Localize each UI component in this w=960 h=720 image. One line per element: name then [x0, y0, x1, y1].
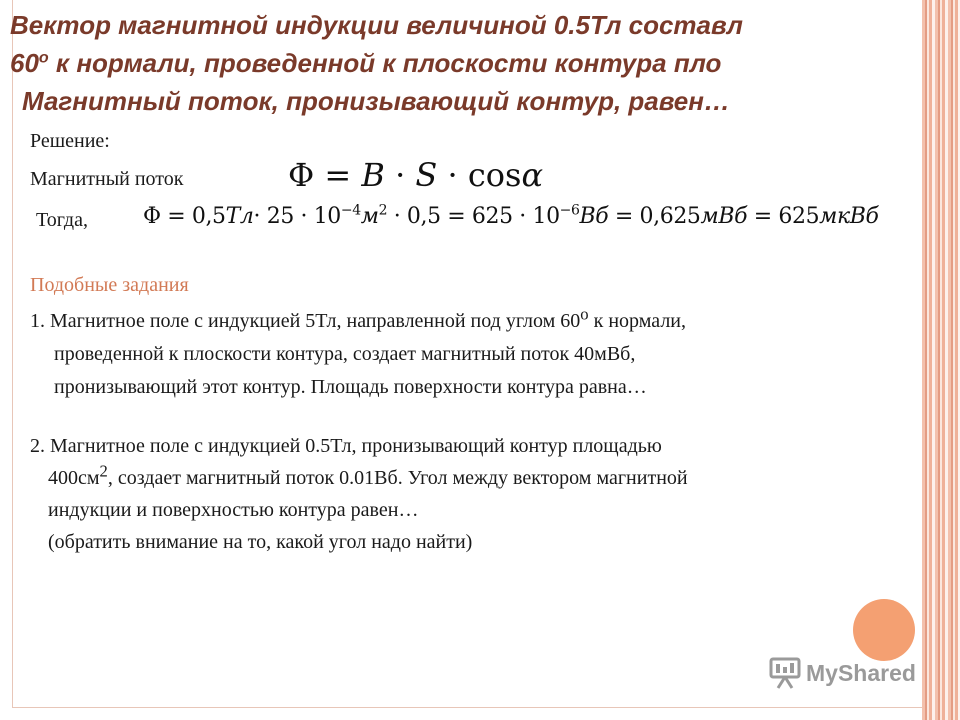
then-label: Тогда,: [36, 209, 88, 231]
task-2-line-3: индукции и поверхностью контура равен…: [48, 499, 419, 521]
task-1-line-1: 1. Магнитное поле с индукцией 5Тл, направленной под углом $60^о$ к нормали,: [30, 304, 686, 332]
task-2-line-2: $400см^2$, создает магнитный поток 0.01Вб. Угол между вектором магнитной: [48, 461, 688, 489]
task-2-line-1: 2. Магнитное поле с индукцией 0.5Тл, пронизывающий контур площадью: [30, 435, 662, 457]
slide-title: [10, 6, 935, 120]
myshared-logo[interactable]: [768, 655, 916, 691]
title-line-3: Магнитный поток, пронизывающий контур, равен…: [22, 86, 730, 116]
solution-label: Решение:: [30, 130, 110, 152]
presentation-icon: [768, 656, 802, 690]
title-line-2: $60^о$ к нормали, проведенной к плоскости контура пло: [10, 48, 722, 78]
logo-text: MyShared: [806, 659, 916, 686]
flux-formula: Φ = B · S · cosα: [288, 156, 544, 194]
task-1: [30, 305, 686, 404]
similar-tasks-heading: Подобные задания: [30, 274, 189, 296]
task-2-line-4: (обратить внимание на то, какой угол надо найти): [48, 531, 473, 553]
task-2: [30, 430, 688, 558]
task-1-line-3: пронизывающий этот контур. Площадь поверхности контура равна…: [54, 376, 647, 398]
flux-label: Магнитный поток: [30, 168, 184, 190]
calculation-formula: $\Phi = 0,5Тл\cdot 25 \cdot 10^{-4}м^2 \cdot 0,5 = 625 \cdot 10^{-6}Вб = 0,625мВб$ = 625мкВб: [143, 202, 879, 229]
title-line-1: Вектор магнитной индукции величиной 0.5Тл составл: [10, 10, 743, 40]
decorative-circle: [853, 599, 915, 661]
task-1-line-2: проведенной к плоскости контура, создает магнитный поток 40мВб,: [54, 343, 636, 365]
